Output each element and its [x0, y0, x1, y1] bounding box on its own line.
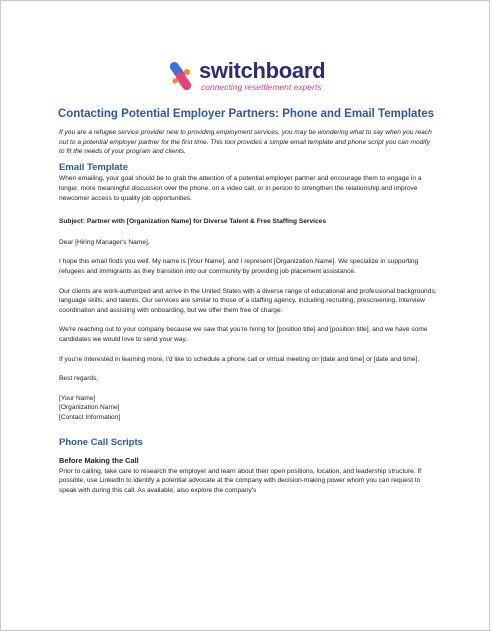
email-closing: Best regards,: [59, 375, 99, 383]
document-body: [59, 128, 437, 495]
signature-line: [Contact Information]: [59, 413, 121, 421]
signature-line: [Organization Name]: [59, 404, 120, 412]
email-signature: [59, 394, 437, 423]
before-call-paragraph: Prior to calling, take care to research the employer and learn about their open positions, location, and leadership structure. If possible, use LinkedIn to identify a potential advocate at the company with decision-making power whom you can request to speak with during this call. As available, also explore the company's: [59, 467, 422, 494]
email-paragraph-1: I hope this email finds you well. My name is [Your Name], and I represent [Organization Name]. We specialize in supporting refugees and immigrants as they transition into our community by providing job placement assistance.: [59, 258, 419, 275]
document-title: Contacting Potential Employer Partners: Phone and Email Templates: [57, 108, 435, 120]
email-template-heading: Email Template: [59, 161, 128, 173]
email-subject-line: Subject: Partner with [Organization Name] for Diverse Talent & Free Staffing Services: [59, 218, 326, 226]
logo-name: switchboard: [199, 58, 326, 83]
email-intro-paragraph: When emailing, your goal should be to grab the attention of a potential employer partner and encourage them to engage in a longer, more meaningful discussion over the phone, on a video call, or in person to strengthen the relationship and improve newcomer access to quality job opportunities.: [59, 175, 422, 202]
email-paragraph-4: If you're interested in learning more, I'd like to schedule a phone call or virtual meeting on [date and time] or [date and time].: [59, 355, 420, 363]
switchboard-logo-icon: [167, 59, 195, 93]
signature-line: [Your Name]: [59, 394, 96, 402]
logo-tagline: connecting resettlement experts: [201, 82, 322, 92]
phone-scripts-heading: Phone Call Scripts: [59, 437, 143, 449]
email-paragraph-3: We're reaching out to your company because we saw that you're hiring for [position title] and [position title], and we have some candidates we would love to send your way.: [59, 326, 428, 343]
switchboard-logo: [167, 59, 325, 93]
email-greeting: Dear [Hiring Manager's Name],: [59, 238, 150, 246]
before-call-subheading: Before Making the Call: [59, 456, 139, 466]
intro-paragraph: If you are a refugee service provider new to providing employment services, you may be wondering what to say when you reach out to a potential employer partner for the first time. This tool provides a simple email template and phone script you can modify to fit the needs of your program and clients.: [59, 129, 432, 156]
email-paragraph-2: Our clients are work-authorized and arrive in the United States with a diverse range of educational and professional backgrounds, language skills, and talents. Our services are similar to those of a staffing agency, including recruiting, prescreening, interview coordination and assisting with onboarding, but we offer them free of charge.: [59, 287, 437, 314]
